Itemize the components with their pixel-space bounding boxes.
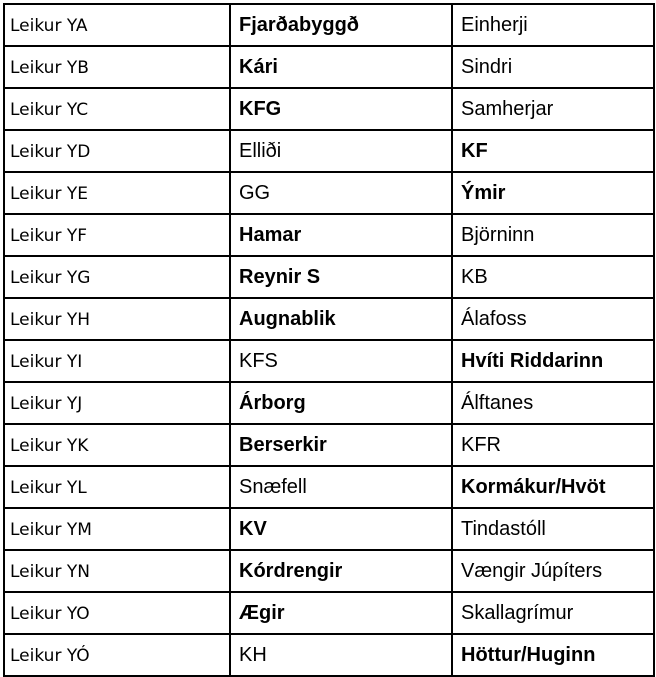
home-team-cell: Augnablik [230, 298, 452, 340]
game-cell: Leikur YD [4, 130, 230, 172]
away-team-cell: Höttur/Huginn [452, 634, 654, 676]
home-team-cell: Fjarðabyggð [230, 4, 452, 46]
away-team-cell: Vængir Júpíters [452, 550, 654, 592]
table-row [4, 382, 654, 424]
game-cell: Leikur YC [4, 88, 230, 130]
home-team-cell: KV [230, 508, 452, 550]
game-cell: Leikur YK [4, 424, 230, 466]
home-team-cell: GG [230, 172, 452, 214]
home-team-cell: Árborg [230, 382, 452, 424]
fixtures-table-body [4, 4, 654, 676]
away-team-cell: Einherji [452, 4, 654, 46]
game-cell: Leikur YE [4, 172, 230, 214]
game-cell: Leikur YH [4, 298, 230, 340]
table-row [4, 508, 654, 550]
away-team-cell: Björninn [452, 214, 654, 256]
away-team-cell: KB [452, 256, 654, 298]
table-row [4, 256, 654, 298]
game-cell: Leikur YB [4, 46, 230, 88]
home-team-cell: KFS [230, 340, 452, 382]
game-cell: Leikur YÓ [4, 634, 230, 676]
home-team-cell: Reynir S [230, 256, 452, 298]
table-row [4, 214, 654, 256]
game-cell: Leikur YO [4, 592, 230, 634]
game-cell: Leikur YF [4, 214, 230, 256]
away-team-cell: Hvíti Riddarinn [452, 340, 654, 382]
table-row [4, 4, 654, 46]
table-row [4, 592, 654, 634]
table-row [4, 298, 654, 340]
home-team-cell: Elliði [230, 130, 452, 172]
home-team-cell: KFG [230, 88, 452, 130]
home-team-cell: Hamar [230, 214, 452, 256]
away-team-cell: Tindastóll [452, 508, 654, 550]
away-team-cell: Kormákur/Hvöt [452, 466, 654, 508]
home-team-cell: KH [230, 634, 452, 676]
home-team-cell: Snæfell [230, 466, 452, 508]
home-team-cell: Ægir [230, 592, 452, 634]
home-team-cell: Kórdrengir [230, 550, 452, 592]
table-row [4, 634, 654, 676]
home-team-cell: Kári [230, 46, 452, 88]
fixtures-table [3, 3, 655, 677]
game-cell: Leikur YI [4, 340, 230, 382]
away-team-cell: Sindri [452, 46, 654, 88]
home-team-cell: Berserkir [230, 424, 452, 466]
game-cell: Leikur YM [4, 508, 230, 550]
away-team-cell: Ýmir [452, 172, 654, 214]
table-row [4, 130, 654, 172]
game-cell: Leikur YA [4, 4, 230, 46]
game-cell: Leikur YN [4, 550, 230, 592]
table-row [4, 466, 654, 508]
game-cell: Leikur YL [4, 466, 230, 508]
table-row [4, 46, 654, 88]
game-cell: Leikur YG [4, 256, 230, 298]
table-row [4, 340, 654, 382]
game-cell: Leikur YJ [4, 382, 230, 424]
table-row [4, 550, 654, 592]
away-team-cell: Samherjar [452, 88, 654, 130]
table-row [4, 88, 654, 130]
table-row [4, 424, 654, 466]
away-team-cell: Álafoss [452, 298, 654, 340]
away-team-cell: Skallagrímur [452, 592, 654, 634]
away-team-cell: KF [452, 130, 654, 172]
away-team-cell: KFR [452, 424, 654, 466]
table-row [4, 172, 654, 214]
away-team-cell: Álftanes [452, 382, 654, 424]
